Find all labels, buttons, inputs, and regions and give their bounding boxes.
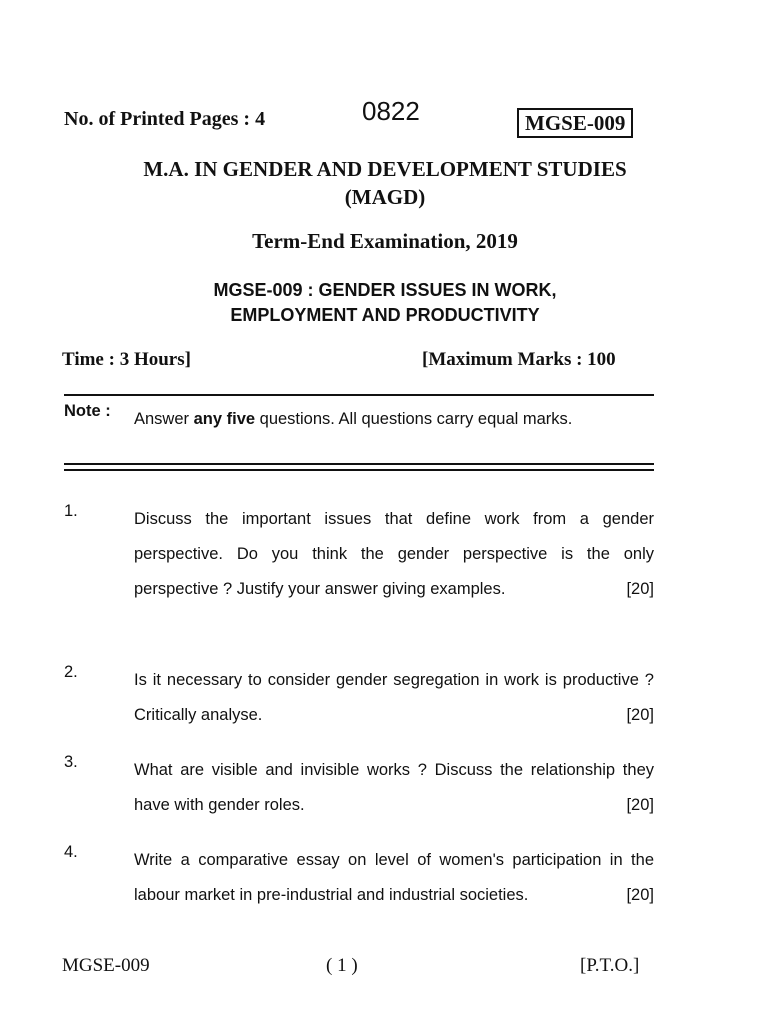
question-marks: [20] <box>626 886 654 904</box>
question-number: 3. <box>64 753 78 771</box>
divider-double-2 <box>64 469 654 471</box>
note-pre: Answer <box>134 410 194 428</box>
note-text <box>134 402 656 436</box>
question-text <box>134 502 654 607</box>
question-marks: [20] <box>626 706 654 724</box>
question-number: 2. <box>64 663 78 681</box>
question-body: Write a comparative essay on level of women's participation in the labour market in pre-industrial and industrial societies. <box>134 851 654 904</box>
course-title <box>40 278 730 328</box>
exam-time: Time : 3 Hours] <box>62 349 191 370</box>
course-title-line-1: MGSE-009 : GENDER ISSUES IN WORK, <box>213 280 557 300</box>
divider-double-1 <box>64 463 654 465</box>
question-text <box>134 843 654 913</box>
question-marks: [20] <box>626 580 654 598</box>
question-number: 1. <box>64 502 78 520</box>
question-text <box>134 663 654 733</box>
course-title-line-2: EMPLOYMENT AND PRODUCTIVITY <box>230 305 540 325</box>
exam-title: Term-End Examination, 2019 <box>252 229 518 253</box>
printed-pages-count: No. of Printed Pages : 4 <box>64 108 266 130</box>
course-code-box: MGSE-009 <box>517 108 633 138</box>
footer-page-number: ( 1 ) <box>326 955 358 976</box>
question-body: What are visible and invisible works ? Discuss the relationship they have with gender roles. <box>134 761 654 814</box>
question-body: Discuss the important issues that define work from a gender perspective. Do you think the gender perspective is the only perspective ? Justify your answer giving examples. <box>134 510 654 598</box>
question-number: 4. <box>64 843 78 861</box>
note-label: Note : <box>64 402 111 420</box>
note-post: questions. All questions carry equal marks. <box>255 410 573 428</box>
question-marks: [20] <box>626 796 654 814</box>
divider-top <box>64 394 654 396</box>
question-body: Is it necessary to consider gender segregation in work is productive ? Critically analyse. <box>134 671 654 724</box>
maximum-marks: [Maximum Marks : 100 <box>422 349 616 370</box>
question-text <box>134 753 654 823</box>
serial-number: 0822 <box>362 96 420 126</box>
programme-abbreviation: (MAGD) <box>344 185 426 209</box>
footer-course-code: MGSE-009 <box>62 955 150 976</box>
note-emphasis: any five <box>193 410 256 428</box>
programme-title: M.A. IN GENDER AND DEVELOPMENT STUDIES <box>143 157 627 181</box>
footer-pto: [P.T.O.] <box>580 955 640 976</box>
